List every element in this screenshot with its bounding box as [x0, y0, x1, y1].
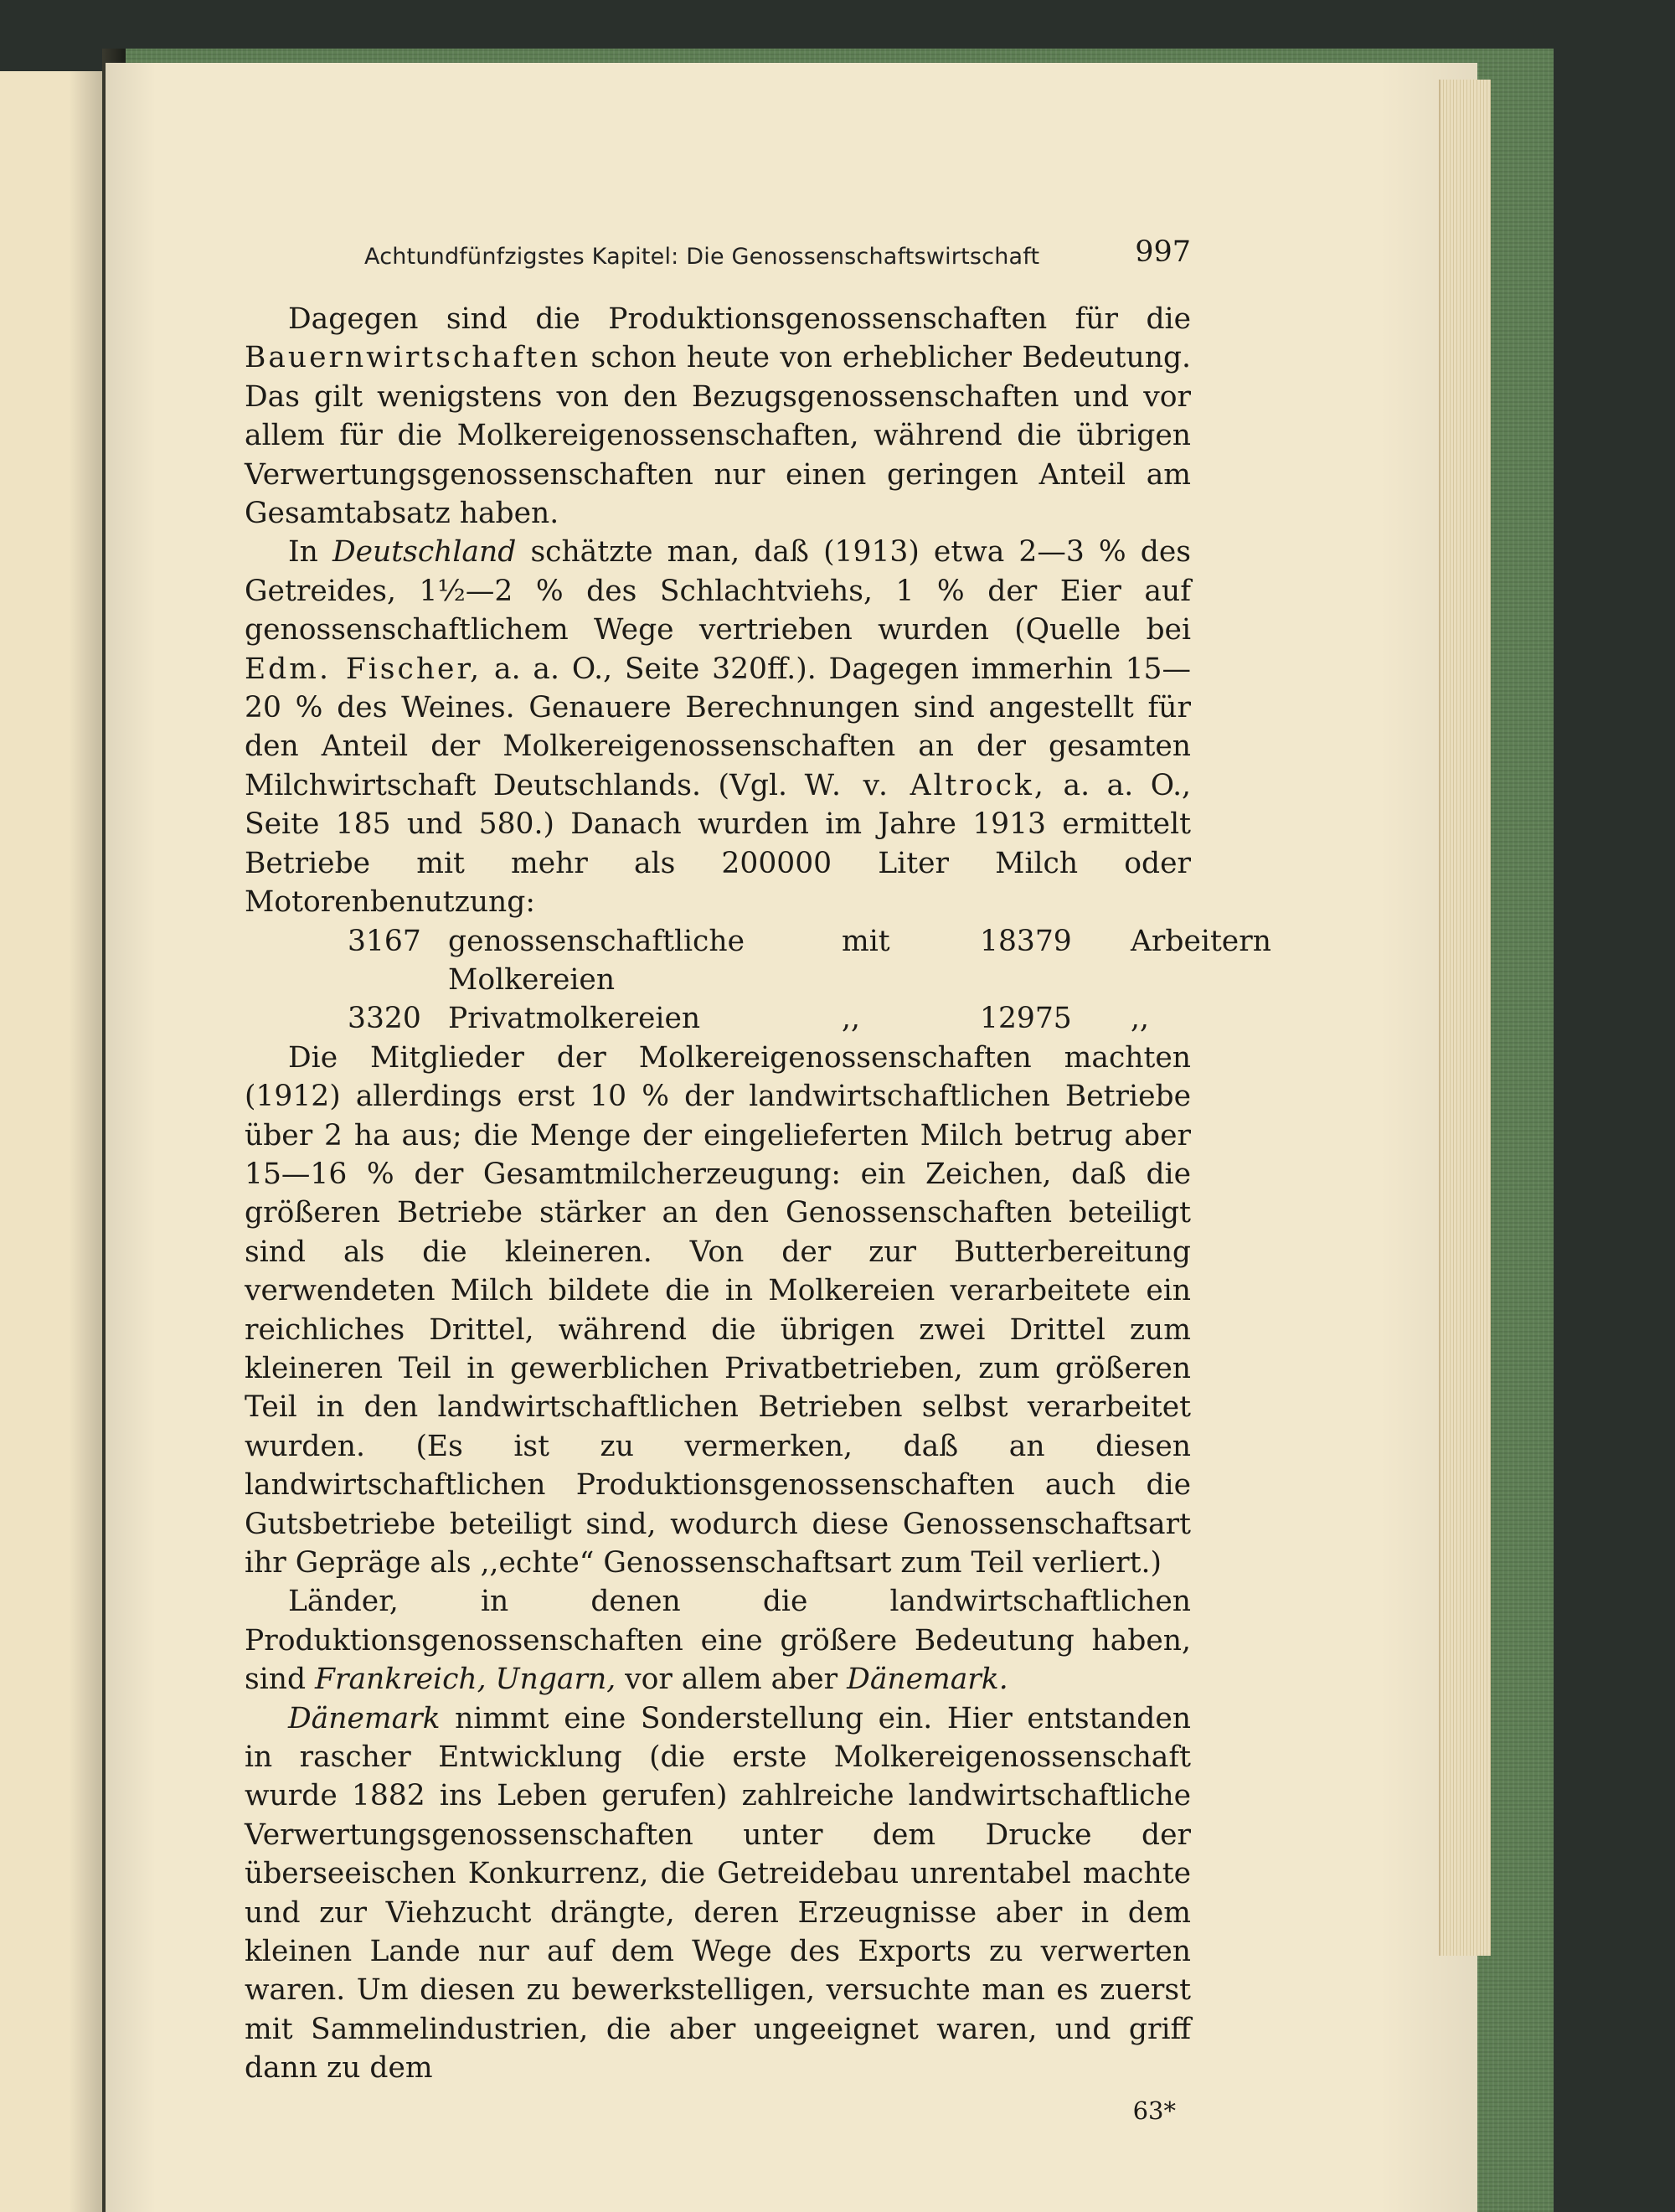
page-number: 997	[1135, 235, 1191, 269]
table-cell: ,,	[1131, 1002, 1149, 1036]
table-cell: Privatmolkereien	[448, 1002, 701, 1036]
table-cell: Arbeitern	[1131, 924, 1271, 958]
table-row	[245, 922, 1271, 1000]
left-page-edge	[0, 71, 105, 2212]
paragraph-1	[245, 300, 1191, 533]
text-run: In	[288, 535, 318, 570]
table-cell: mit	[842, 924, 890, 958]
text-run: Dagegen sind die Produktionsgenossenschaften für die	[288, 302, 1191, 336]
paragraph-5	[245, 1699, 1191, 2088]
italic-term: Dänemark	[288, 1701, 441, 1735]
italic-term: Dänemark.	[847, 1663, 1008, 1697]
dairy-table	[245, 922, 1271, 1039]
table-cell: 3167	[348, 924, 421, 958]
italic-term: Frankreich, Ungarn,	[315, 1663, 616, 1697]
table-cell: 12975	[980, 1002, 1072, 1036]
running-header	[245, 233, 1191, 275]
text-run: schon heute von erheblicher Bedeutung. Das gilt wenigstens von den Bezugsgenossenschaften und vor allem für die Molkereigenossenschaften, während die übrigen Verwertungsgenossenschaften nur einen geringen Anteil am Gesamtabsatz haben.	[245, 341, 1192, 531]
running-title: Achtundfünfzigstes Kapitel: Die Genossenschaftswirtschaft	[364, 244, 1040, 270]
text-run: a. a. O., Seite 185 und 580.) Danach wurden im Jahre 1913 ermittelt Betriebe mit mehr als 200000 Liter Milch oder Motorenbenutzung:	[245, 768, 1191, 920]
page-edges	[1439, 80, 1491, 1956]
italic-term: Deutschland	[332, 535, 517, 570]
spaced-text: Bauernwirtschaften	[245, 341, 581, 375]
text-run: schätzte man, daß (1913) etwa 2—3 % des Getreides, 1½—2 % des Schlachtviehs, 1 % der Eier auf genossenschaftlichem Wege vertrieben wurden (Quelle bei	[245, 535, 1192, 647]
text-run: Länder, in denen die landwirtschaftlichen Produktionsgenossenschaften eine größere Bedeutung haben, sind	[245, 1585, 1191, 1697]
table-cell: 3320	[348, 1002, 421, 1036]
paragraph-3: Die Mitglieder der Molkereigenossenschaften machten (1912) allerdings erst 10 % der landwirtschaftlichen Betriebe über 2 ha aus; die Menge der eingelieferten Milch betrug aber 15—16 % der Gesamtmilcherzeugung: ein Zeichen, daß die größeren Betriebe stärker an den Genossenschaften beteiligt sind als die kleineren. Von der zur Butterbereitung verwendeten Milch bildete die in Molkereien verarbeitete ein reichliches Drittel, während die übrigen zwei Drittel zum kleineren Teil in gewerblichen Privatbetrieben, zum größeren Teil in den landwirtschaftlichen Betrieben selbst verarbeitet wurden. (Es ist zu vermerken, daß an diesen landwirtschaftlichen Produktionsgenossenschaften auch die Gutsbetriebe beteiligt sind, wodurch diese Genossenschaftsart ihr Gepräge als ,,echte“ Genossenschaftsart zum Teil verliert.)	[245, 1040, 1191, 1580]
paragraph-2	[245, 533, 1191, 921]
text-run: vor allem aber	[625, 1663, 838, 1697]
table-row	[245, 999, 1191, 1038]
table-cell: genossenschaftliche Molkereien	[448, 924, 745, 997]
text-run: nimmt eine Sonderstellung ein. Hier entstanden in rascher Entwicklung (die erste Molkereigenossenschaft wurde 1882 ins Leben gerufen) zahlreiche landwirtschaftliche Verwertungsgenossenschaften unter dem Drucke der überseeischen Konkurrenz, die Getreidebau unrentabel machte und zur Viehzucht drängte, deren Erzeugnisse aber in dem kleinen Lande nur auf dem Wege des Exports zu verwerten waren. Um diesen zu bewerkstelligen, versuchte man es zuerst mit Sammelindustrien, die aber ungeeignet waren, und griff dann zu dem	[245, 1701, 1191, 2086]
text-run: a. a. O., Seite 320ff.). Dagegen immerhin 15—20 % des Weines. Genauere Berechnungen sind angestellt für den Anteil der Molkereigenossenschaften an der gesamten Milchwirtschaft Deutschlands. (Vgl.	[245, 652, 1191, 802]
page-content	[245, 233, 1271, 2125]
paragraph-4	[245, 1582, 1191, 1699]
signature-mark: 63*	[1132, 2096, 1176, 2125]
cited-author: Edm. Fischer,	[245, 652, 482, 686]
table-cell: 18379	[980, 924, 1072, 958]
cited-author: W. v. Altrock,	[804, 768, 1046, 802]
table-cell: ,,	[842, 1002, 860, 1036]
